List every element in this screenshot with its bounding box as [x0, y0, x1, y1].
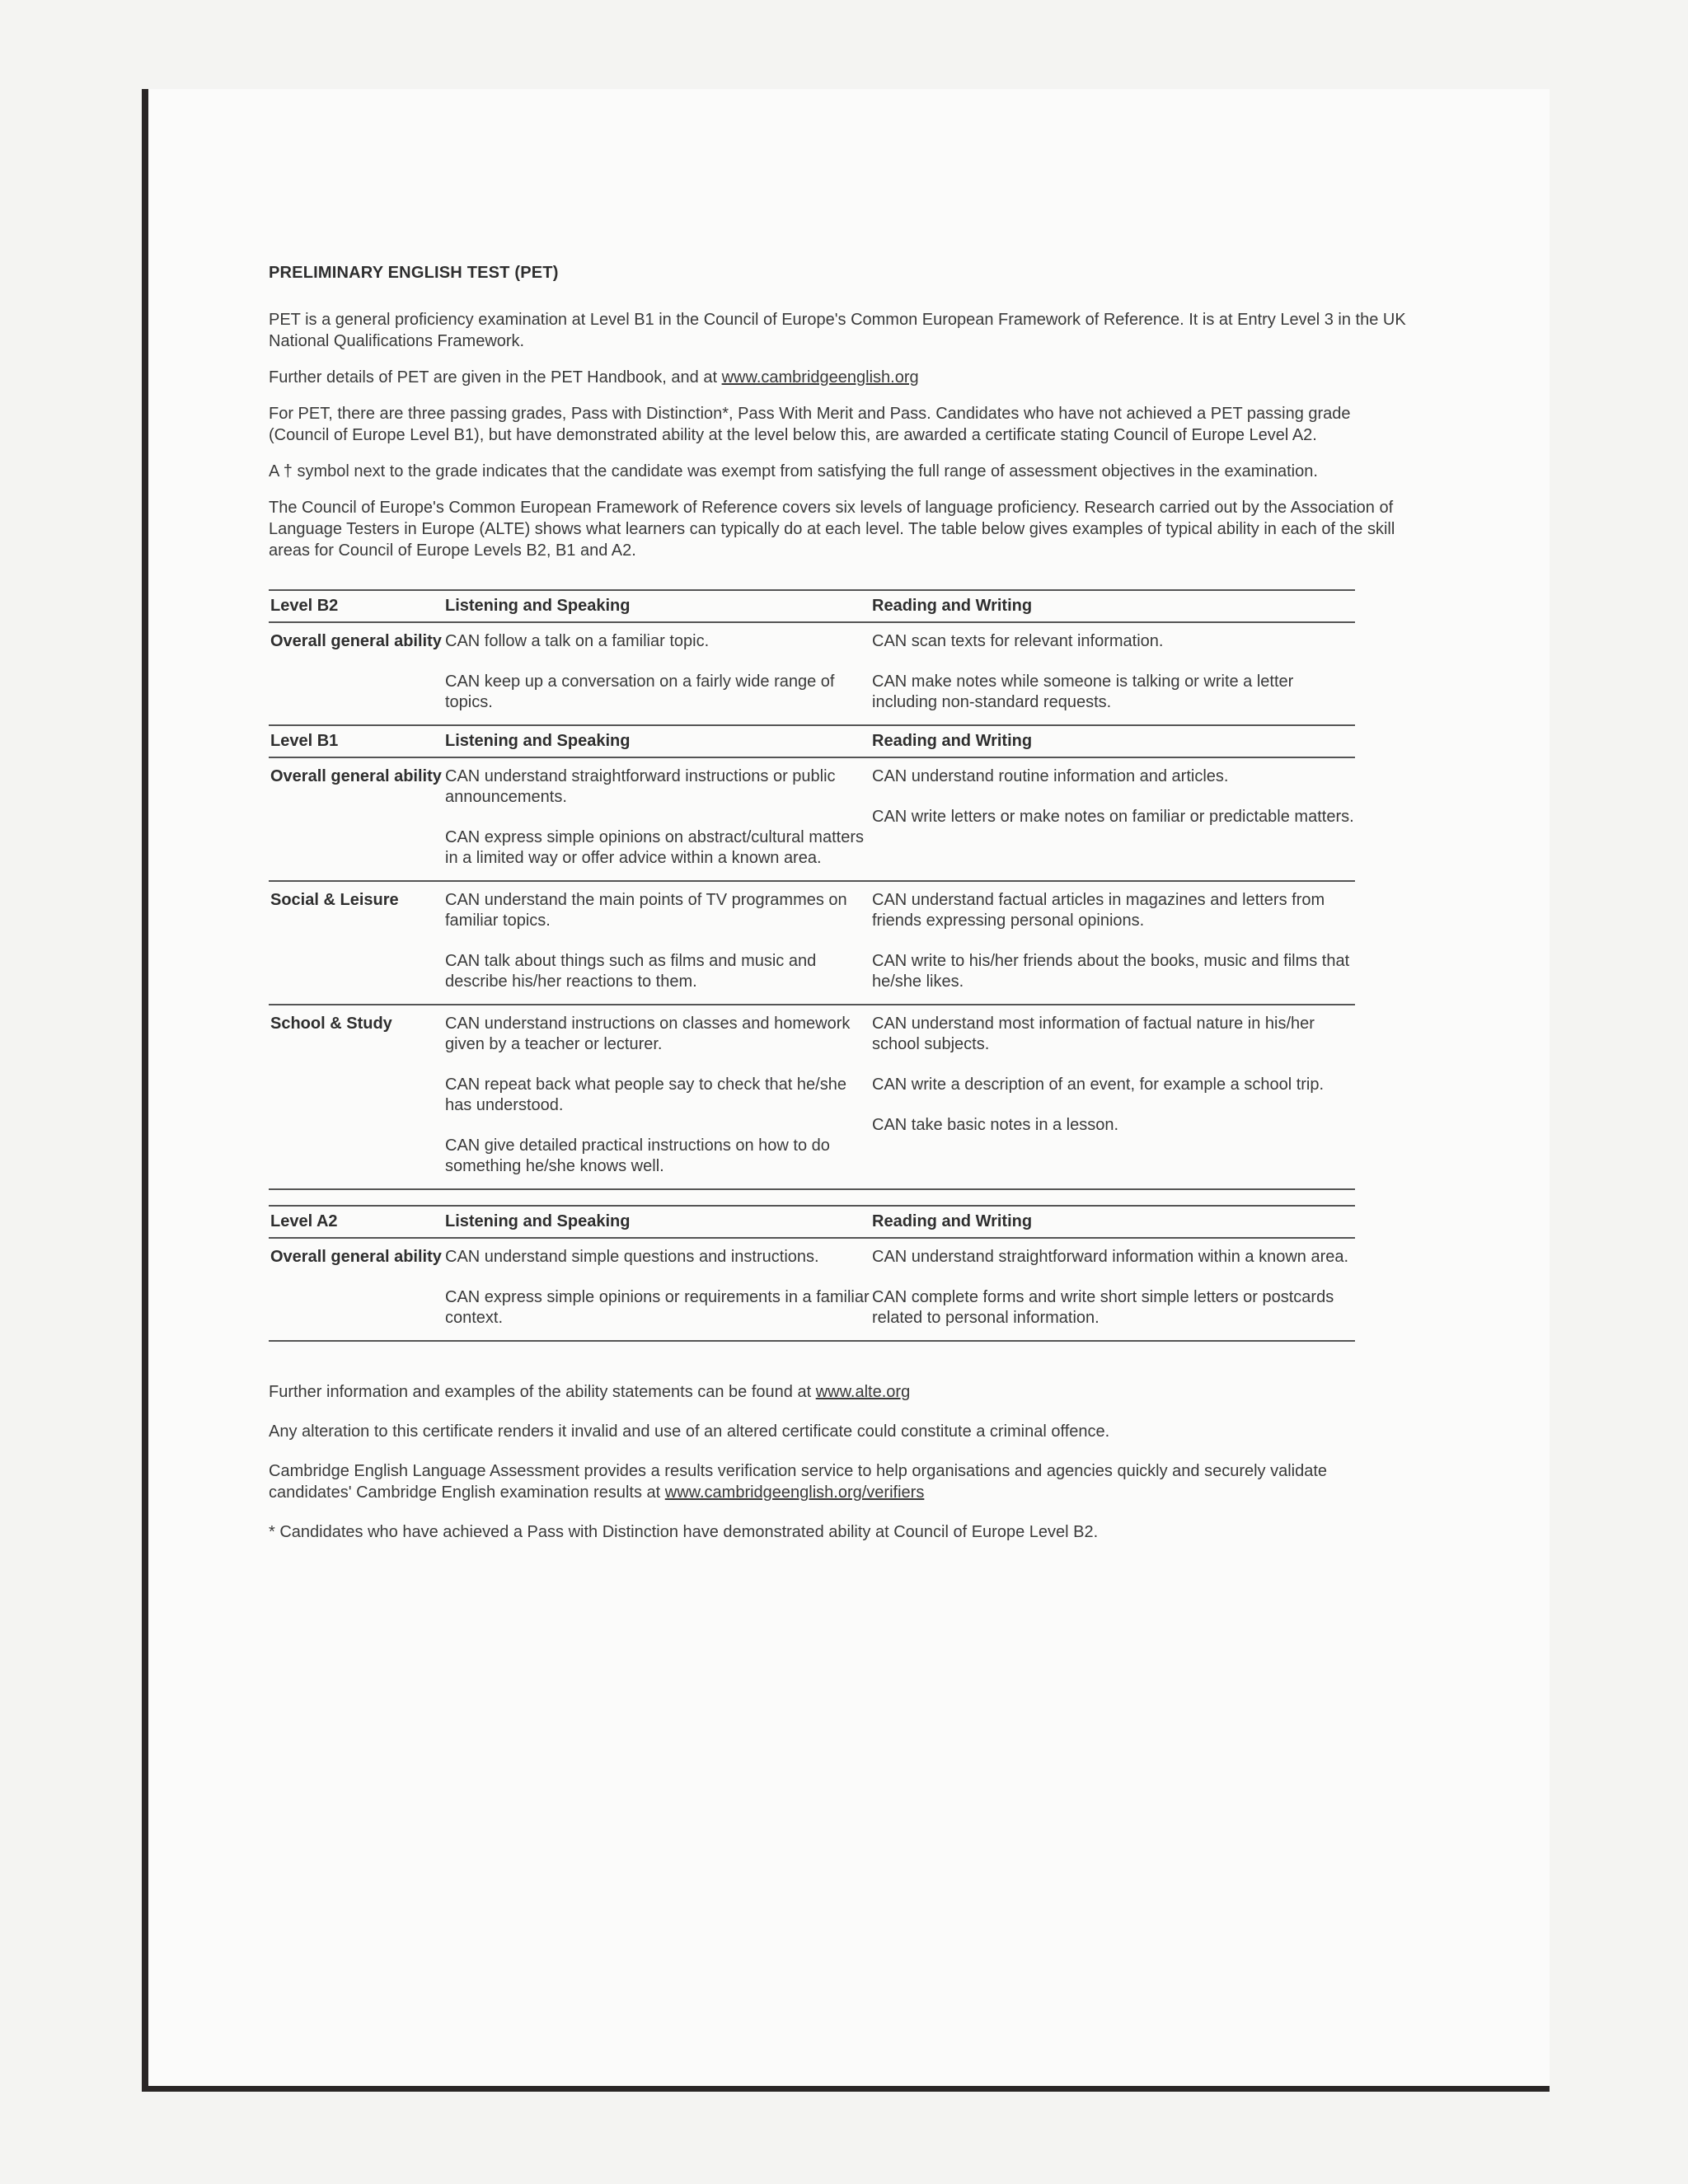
handbook-text: Further details of PET are given in the PET Handbook, and at	[269, 368, 722, 387]
can-do-statement: CAN write letters or make notes on familiar or predictable matters.	[872, 808, 1354, 826]
level-b1-header: Level B1	[269, 724, 443, 758]
b2-listening-speaking-header: Listening and Speaking	[443, 589, 870, 623]
b1-overall-ls	[443, 758, 870, 880]
alte-paragraph	[269, 1381, 1406, 1403]
can-do-statement: CAN write a description of an event, for example a school trip.	[872, 1076, 1325, 1094]
b1-school-label: School & Study	[270, 1015, 392, 1033]
can-do-statement: CAN give detailed practical instructions on how to do something he/she knows well.	[445, 1137, 830, 1175]
can-do-statement: CAN understand straightforward instructions or public announcements.	[445, 767, 836, 806]
alte-link[interactable]: www.alte.org	[815, 1383, 911, 1401]
can-do-statement: CAN repeat back what people say to check that he/she has understood.	[445, 1076, 846, 1114]
page-title: PRELIMINARY ENGLISH TEST (PET)	[269, 264, 559, 282]
alte-text: Further information and examples of the ability statements can be found at	[269, 1383, 816, 1401]
verification-text: Cambridge English Language Assessment provides a results verification service to help organisations and agencies quickly and securely validate candidates' Cambridge English examination results at	[269, 1462, 1328, 1502]
can-do-statement: CAN understand instructions on classes and homework given by a teacher or lecturer.	[445, 1015, 851, 1053]
b2-reading-writing-header: Reading and Writing	[870, 589, 1355, 623]
a2-listening-speaking-header: Listening and Speaking	[443, 1205, 870, 1239]
intro-paragraph: PET is a general proficiency examination at Level B1 in the Council of Europe's Common European Framework of Reference. It is at Entry Level 3 in the UK National Qualifications Framework.	[269, 311, 1406, 350]
a2-overall-label: Overall general ability	[270, 1248, 442, 1266]
ability-table	[269, 589, 1355, 1342]
grades-paragraph: For PET, there are three passing grades, Pass with Distinction*, Pass With Merit and Pass. Candidates who have not achieved a PET passing grade (Council of Europe Level B1), but have demonstrated ability at the level below this, are awarded a certificate stating Council of Europe Level A2.	[269, 405, 1351, 444]
can-do-statement: CAN talk about things such as films and music and describe his/her reactions to them.	[445, 952, 817, 991]
b2-overall-ls	[443, 623, 870, 724]
level-b2-header: Level B2	[269, 589, 443, 623]
a2-reading-writing-header: Reading and Writing	[870, 1205, 1355, 1239]
framework-paragraph: The Council of Europe's Common European Framework of Reference covers six levels of language proficiency. Research carried out by the Association of Language Testers in Europe (ALTE) shows what learners can typically do at each level. The table below gives examples of typical ability in each of the skill areas for Council of Europe Levels B2, B1 and A2.	[269, 499, 1395, 560]
can-do-statement: CAN understand most information of factual nature in his/her school subjects.	[872, 1015, 1315, 1053]
page-content	[269, 264, 1406, 1561]
table-bottom-rule	[269, 1340, 1355, 1342]
b1-school-rw	[870, 1005, 1355, 1188]
can-do-statement: CAN keep up a conversation on a fairly wide range of topics.	[445, 673, 835, 711]
b1-school-ls	[443, 1005, 870, 1188]
alteration-warning: Any alteration to this certificate renders it invalid and use of an altered certificate could constitute a criminal offence.	[269, 1422, 1110, 1441]
can-do-statement: CAN express simple opinions or requirements in a familiar context.	[445, 1288, 870, 1327]
dagger-paragraph: A † symbol next to the grade indicates that the candidate was exempt from satisfying the full range of assessment objectives in the examination.	[269, 462, 1318, 480]
can-do-statement: CAN complete forms and write short simple letters or postcards related to personal information.	[872, 1288, 1334, 1327]
b1-overall-rw	[870, 758, 1355, 880]
verification-paragraph	[269, 1460, 1406, 1503]
a2-overall-ls	[443, 1239, 870, 1340]
can-do-statement: CAN follow a talk on a familiar topic.	[445, 632, 710, 650]
b1-reading-writing-header: Reading and Writing	[870, 724, 1355, 758]
can-do-statement: CAN understand straightforward information within a known area.	[872, 1248, 1349, 1266]
b2-overall-label: Overall general ability	[270, 632, 442, 650]
b1-listening-speaking-header: Listening and Speaking	[443, 724, 870, 758]
can-do-statement: CAN express simple opinions on abstract/cultural matters in a limited way or offer advice within a known area.	[445, 828, 864, 867]
can-do-statement: CAN make notes while someone is talking or write a letter including non-standard requests.	[872, 673, 1294, 711]
can-do-statement: CAN write to his/her friends about the books, music and films that he/she likes.	[872, 952, 1350, 991]
can-do-statement: CAN understand the main points of TV programmes on familiar topics.	[445, 891, 847, 930]
can-do-statement: CAN understand factual articles in magazines and letters from friends expressing personal opinions.	[872, 891, 1325, 930]
can-do-statement: CAN understand routine information and articles.	[872, 767, 1229, 785]
b1-social-rw	[870, 882, 1355, 1004]
cambridge-link[interactable]: www.cambridgeenglish.org	[721, 368, 919, 387]
can-do-statement: CAN understand simple questions and instructions.	[445, 1248, 819, 1266]
can-do-statement: CAN scan texts for relevant information.	[872, 632, 1164, 650]
certificate-page	[142, 89, 1550, 2092]
footer-notes	[269, 1381, 1406, 1543]
can-do-statement: CAN take basic notes in a lesson.	[872, 1116, 1119, 1134]
handbook-paragraph	[269, 367, 1406, 388]
distinction-footnote: * Candidates who have achieved a Pass with Distinction have demonstrated ability at Council of Europe Level B2.	[269, 1523, 1099, 1541]
a2-overall-rw	[870, 1239, 1355, 1340]
section-divider	[269, 1188, 1355, 1205]
b1-social-ls	[443, 882, 870, 1004]
verifiers-link[interactable]: www.cambridgeenglish.org/verifiers	[664, 1483, 925, 1502]
b1-overall-label: Overall general ability	[270, 767, 442, 785]
b1-social-label: Social & Leisure	[270, 891, 399, 909]
level-a2-header: Level A2	[269, 1205, 443, 1239]
b2-overall-rw	[870, 623, 1355, 724]
